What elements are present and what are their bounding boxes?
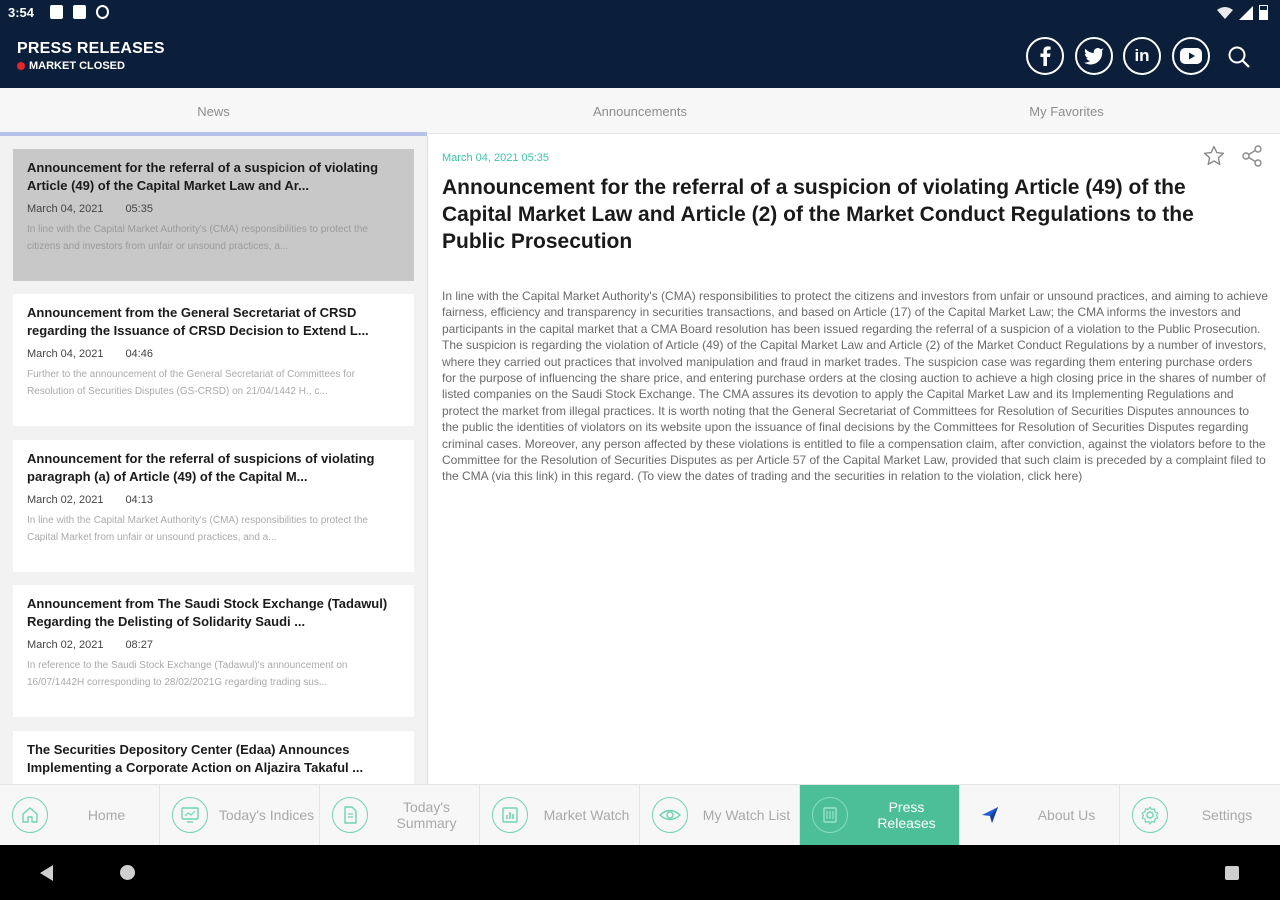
list-item-excerpt: In reference to the Saudi Stock Exchange (Tadawul)'s announcement on 16/07/1442H corresponding to 28/02/2021G regarding trading sus... (27, 660, 348, 688)
home-circle-icon[interactable] (120, 865, 135, 880)
recent-apps-icon[interactable] (1225, 866, 1239, 880)
youtube-icon (1180, 48, 1202, 64)
search-icon[interactable] (1226, 44, 1252, 70)
signal-icon (1239, 6, 1253, 20)
twitter-button[interactable] (1075, 37, 1113, 75)
list-item[interactable] (13, 731, 414, 784)
list-item-date: March 04, 2021 (27, 203, 104, 215)
list-item-time: 05:35 (125, 203, 153, 215)
facebook-icon (1038, 46, 1052, 66)
nav-label: My Watch List (702, 807, 791, 823)
list-item-meta (27, 203, 400, 215)
sd-card-icon (73, 5, 86, 19)
status-bar (0, 0, 1280, 26)
list-item-title: Announcement from the General Secretariat of CRSD regarding the Issuance of CRSD Decision to Extend L... (27, 305, 369, 338)
article-detail (428, 136, 1280, 784)
list-item-time: 08:27 (125, 639, 153, 651)
share-icon[interactable] (1240, 144, 1264, 168)
list-item-title: Announcement from The Saudi Stock Exchange (Tadawul) Regarding the Delisting of Solidarity Saudi ... (27, 596, 388, 629)
nav-label: Today's Indices (218, 807, 315, 823)
list-item-time: 04:46 (125, 348, 153, 360)
list-item-meta (27, 639, 400, 651)
nav-label: Market Watch (543, 807, 630, 823)
nav-settings[interactable] (1120, 785, 1280, 845)
gear-icon (1132, 797, 1168, 833)
bar-chart-icon (492, 797, 528, 833)
nav-label: Today's Summary (396, 799, 457, 831)
home-icon (12, 797, 48, 833)
market-closed-dot (17, 62, 25, 70)
nav-about-us[interactable] (960, 785, 1120, 845)
list-item-date: March 02, 2021 (27, 494, 104, 506)
status-time: 3:54 (8, 5, 35, 20)
nav-label: About Us (1037, 807, 1096, 823)
list-item-title: Announcement for the referral of a suspicion of violating Article (49) of the Capital Market Law and Ar... (27, 160, 379, 193)
notification-icon (50, 5, 63, 19)
newspaper-icon (812, 797, 848, 833)
twitter-icon (1084, 48, 1104, 65)
list-item-excerpt: In line with the Capital Market Authority's (CMA) responsibilities to protect the Capital Market from unfair or unsound practices, and a... (27, 515, 368, 543)
tab-announcements[interactable]: Announcements (593, 103, 687, 119)
nav-home[interactable] (0, 785, 160, 845)
article-body: In line with the Capital Market Authority's (CMA) responsibilities to protect the citizens and investors from unfair or unsound practices, and aiming to achieve fairness, efficiency and transparency in securities transactions, and based on Article (17) of the Capital Market Law; the CMA informs the investors and participants in the capital market that a CMA Board resolution has been issued regarding the referral of a suspicion of a violation to the Public Prosecution. The suspicion is regarding the violation of Article (49) of the Capital Market Law and Article (2) of the Market Conduct Regulations by a number of investors, where they carried out practices that involved manipulation and fraud in market trades. The suspicion case was regarding them entering purchase orders for the purpose of influencing the share price, and entering purchase orders at the closing auction to achieve a high closing price in the shares of number of listed companies on the Saudi Stock Exchange. The CMA assures its devotion to apply the Capital Market Law and its Implementing Regulations and protect the market from illegal practices. It is worth noting that the General Secretariat of Committees for Resolution of Securities Disputes announces to the public the identities of violators on its website upon the issuance of final decisions by the Committees for Resolution of Securities Disputes regarding criminal cases. Moreover, any person affected by these violations is entitled to file a compensation claim, after conviction, against the violators before to the Committee for the Resolution of Securities Disputes as per Article 57 of the Capital Market Law, provided that such claim is preceded by a complaint filed to the CMA (via this link) in this regard. (To view the dates of trading and the securities in relation to the violation, click here) (442, 289, 1269, 484)
list-item-time: 04:13 (125, 494, 153, 506)
battery-icon (1259, 5, 1268, 20)
page-title: PRESS RELEASES (17, 40, 165, 57)
list-item[interactable] (13, 294, 414, 426)
list-item-excerpt: In line with the Capital Market Authority's (CMA) responsibilities to protect the citizens and investors from unfair or unsound practices, a... (27, 224, 368, 252)
system-indicators (1217, 5, 1268, 20)
youtube-button[interactable] (1172, 37, 1210, 75)
list-item-meta (27, 494, 400, 506)
bottom-navigation (0, 784, 1280, 845)
list-item-meta (27, 348, 400, 360)
list-item-date: March 04, 2021 (27, 348, 104, 360)
article-title: Announcement for the referral of a suspicion of violating Article (49) of the Capital Market Law and Article (2) of the Market Conduct Regulations to the Public Prosecution (442, 176, 1194, 253)
tab-my-favorites[interactable]: My Favorites (1029, 103, 1104, 119)
market-status-label: MARKET CLOSED (29, 60, 125, 72)
tab-bar (0, 88, 1280, 134)
system-navigation-bar (0, 845, 1280, 900)
nav-todays-indices[interactable] (160, 785, 320, 845)
list-item[interactable] (13, 440, 414, 572)
news-list (0, 136, 428, 784)
nav-market-watch[interactable] (480, 785, 640, 845)
blocked-icon (96, 5, 109, 19)
linkedin-button[interactable] (1123, 37, 1161, 75)
facebook-button[interactable] (1026, 37, 1064, 75)
nav-label: Press Releases (877, 799, 936, 831)
list-item[interactable] (13, 149, 414, 281)
list-item-date: March 02, 2021 (27, 639, 104, 651)
nav-press-releases[interactable] (800, 785, 960, 845)
tab-news[interactable]: News (197, 103, 230, 119)
list-item-title: The Securities Depository Center (Edaa) Announces Implementing a Corporate Action on Aljazira Takaful ... (27, 742, 364, 775)
nav-todays-summary[interactable] (320, 785, 480, 845)
eye-icon (652, 797, 688, 833)
nav-label: Home (87, 807, 126, 823)
document-icon (332, 797, 368, 833)
market-status (17, 60, 125, 72)
back-icon[interactable] (40, 865, 53, 881)
nav-label: Settings (1201, 807, 1253, 823)
list-item[interactable] (13, 585, 414, 717)
logo-icon (972, 797, 1008, 833)
list-item-excerpt: Further to the announcement of the General Secretariat of Committees for Resolution of Securities Disputes (GS-CRSD) on 21/04/1442 H., c... (27, 369, 355, 397)
linkedin-icon: in (1134, 46, 1150, 65)
list-item-title: Announcement for the referral of suspicions of violating paragraph (a) of Article (49) of the Capital M... (27, 451, 375, 484)
favorite-star-icon[interactable] (1202, 144, 1226, 168)
monitor-icon (172, 797, 208, 833)
app-header (0, 0, 1280, 88)
wifi-icon (1217, 6, 1233, 20)
notification-icons (50, 5, 109, 19)
nav-my-watch-list[interactable] (640, 785, 800, 845)
article-date: March 04, 2021 05:35 (442, 152, 550, 164)
